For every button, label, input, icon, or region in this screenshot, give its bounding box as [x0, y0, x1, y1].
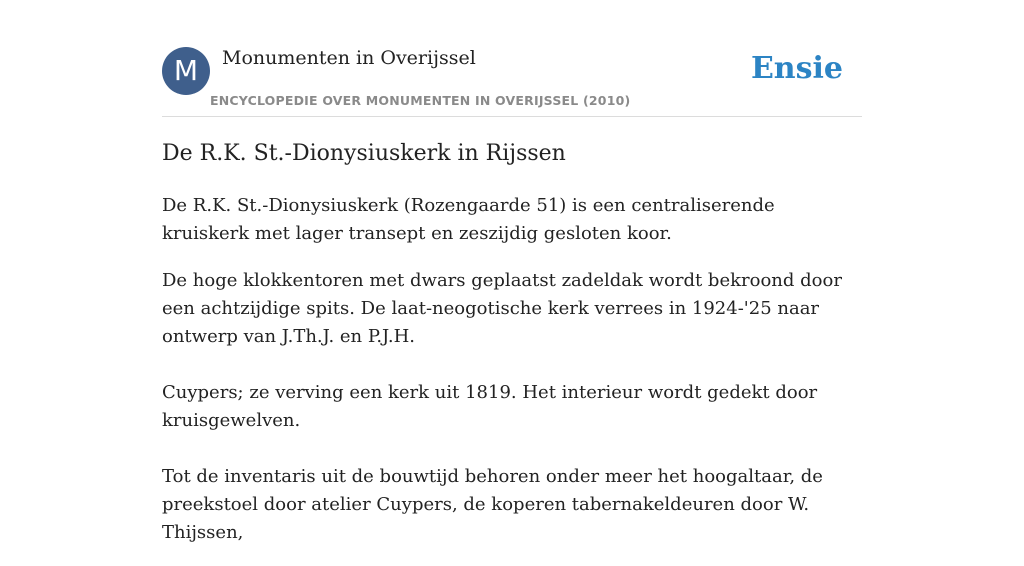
avatar[interactable]: M: [162, 47, 210, 95]
source-subtitle: ENCYCLOPEDIE OVER MONUMENTEN IN OVERIJSSEL (2010): [210, 93, 631, 108]
source-title[interactable]: Monumenten in Overijssel: [222, 47, 476, 69]
article-title: De R.K. St.-Dionysiuskerk in Rijssen: [162, 141, 566, 166]
source-header: [162, 46, 862, 117]
ensie-logo[interactable]: Ensie: [750, 51, 843, 86]
article-body: [162, 192, 862, 566]
paragraph: De hoge klokkentoren met dwars geplaatst zadeldak wordt bekroond door een achtzijdige spits. De laat-neogotische kerk verrees in 1924-'25 naar ontwerp van J.Th.J. en P.J.H.: [162, 270, 842, 347]
paragraph: De R.K. St.-Dionysiuskerk (Rozengaarde 51) is een centraliserende kruiskerk met lager transept en zeszijdig gesloten koor.: [162, 195, 775, 244]
paragraph: Tot de inventaris uit de bouwtijd behoren onder meer het hoogaltaar, de preekstoel door atelier Cuypers, de koperen tabernakeldeuren door W. Thijssen,: [162, 466, 823, 543]
paragraph: Cuypers; ze verving een kerk uit 1819. Het interieur wordt gedekt door kruisgewelven.: [162, 382, 818, 431]
